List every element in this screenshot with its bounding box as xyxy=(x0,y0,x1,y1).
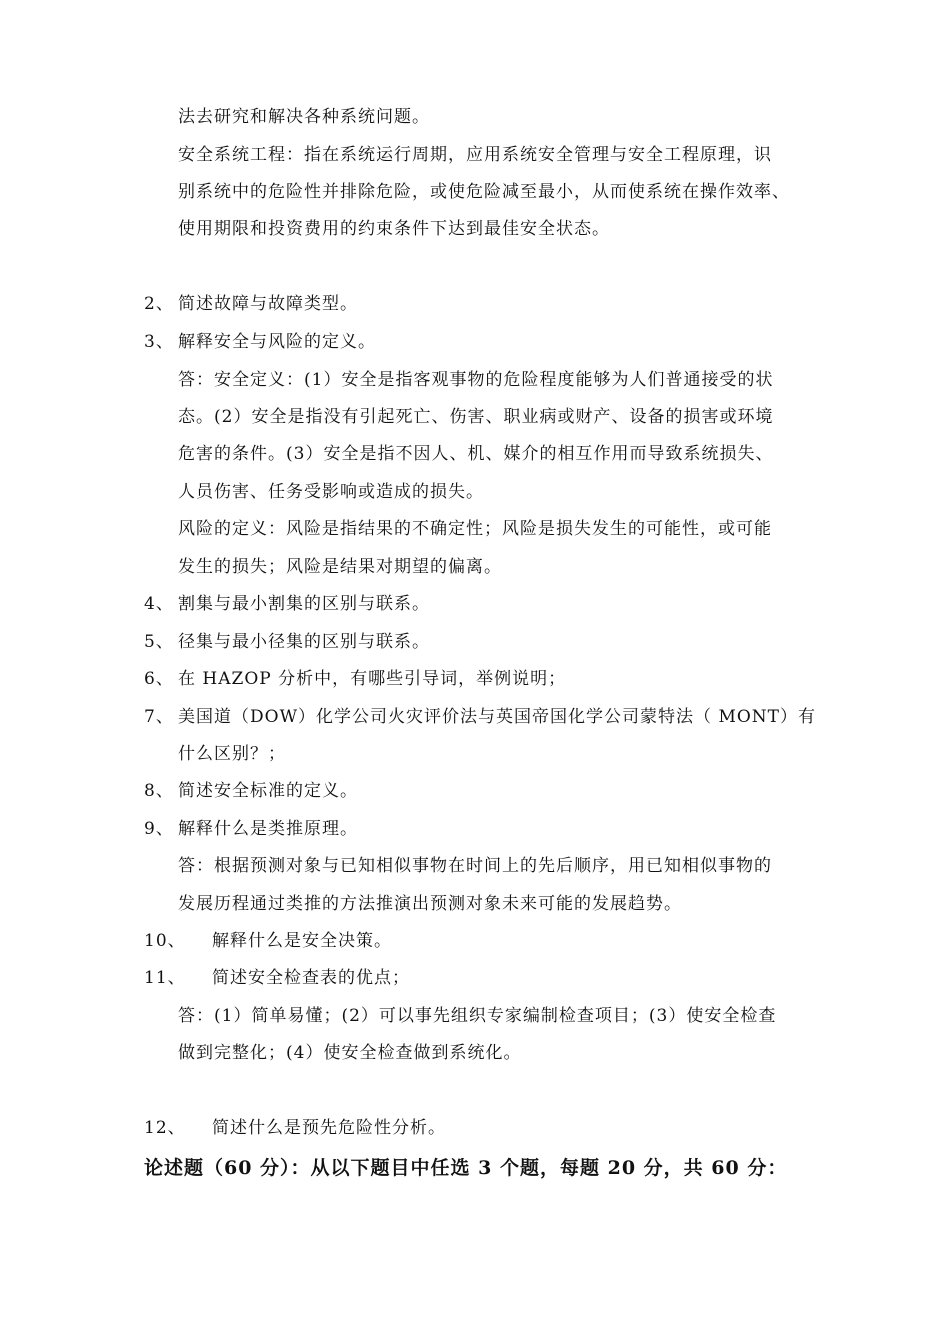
question-text: 简述安全标准的定义。 xyxy=(178,781,358,801)
question-text: 简述什么是预先危险性分析。 xyxy=(212,1118,446,1138)
question-number: 10、 xyxy=(144,931,186,951)
paragraph-line: 使用期限和投资费用的约束条件下达到最佳安全状态。 xyxy=(178,219,610,239)
question-number: 6、 xyxy=(144,669,174,689)
question-number: 8、 xyxy=(144,781,174,801)
question-text: 径集与最小径集的区别与联系。 xyxy=(178,632,430,652)
question-number: 5、 xyxy=(144,632,174,652)
question-number: 11、 xyxy=(144,968,186,988)
answer-line: 答：根据预测对象与已知相似事物在时间上的先后顺序，用已知相似事物的 xyxy=(178,856,772,876)
paragraph-line: 安全系统工程：指在系统运行周期，应用系统安全管理与安全工程原理，识 xyxy=(178,145,772,165)
question-number: 9、 xyxy=(144,819,174,839)
question-text: 解释什么是安全决策。 xyxy=(212,931,392,951)
question-text: 简述故障与故障类型。 xyxy=(178,294,358,314)
question-text: 美国道（DOW）化学公司火灾评价法与英国帝国化学公司蒙特法（ MONT）有 xyxy=(178,707,817,727)
question-number: 3、 xyxy=(144,332,174,352)
answer-line: 做到完整化；(4）使安全检查做到系统化。 xyxy=(178,1043,522,1063)
answer-line: 态。(2）安全是指没有引起死亡、伤害、职业病或财产、设备的损害或环境 xyxy=(178,407,774,427)
question-text: 在 HAZOP 分析中，有哪些引导词，举例说明； xyxy=(178,669,567,689)
answer-line: 发生的损失；风险是结果对期望的偏离。 xyxy=(178,557,502,577)
answer-line: 答：安全定义：(1）安全是指客观事物的危险程度能够为人们普通接受的状 xyxy=(178,370,774,390)
question-text-continued: 什么区别？； xyxy=(178,744,286,764)
paragraph-line: 别系统中的危险性并排除危险，或使危险减至最小，从而使系统在操作效率、 xyxy=(178,182,790,202)
question-text: 简述安全检查表的优点； xyxy=(212,968,410,988)
answer-line: 人员伤害、任务受影响或造成的损失。 xyxy=(178,482,484,502)
answer-line: 危害的条件。(3）安全是指不因人、机、媒介的相互作用而导致系统损失、 xyxy=(178,444,774,464)
question-number: 7、 xyxy=(144,707,174,727)
question-text: 解释什么是类推原理。 xyxy=(178,819,358,839)
question-number: 12、 xyxy=(144,1118,186,1138)
answer-line: 风险的定义：风险是指结果的不确定性；风险是损失发生的可能性，或可能 xyxy=(178,519,772,539)
answer-line: 答：(1）简单易懂；(2）可以事先组织专家编制检查项目；(3）使安全检查 xyxy=(178,1006,777,1026)
paragraph-line: 法去研究和解决各种系统问题。 xyxy=(178,107,430,127)
question-text: 解释安全与风险的定义。 xyxy=(178,332,376,352)
question-number: 4、 xyxy=(144,594,174,614)
question-number: 2、 xyxy=(144,294,174,314)
answer-line: 发展历程通过类推的方法推演出预测对象未来可能的发展趋势。 xyxy=(178,894,682,914)
question-text: 割集与最小割集的区别与联系。 xyxy=(178,594,430,614)
section-heading: 论述题（60 分）：从以下题目中任选 3 个题，每题 20 分，共 60 分： xyxy=(144,1157,788,1179)
